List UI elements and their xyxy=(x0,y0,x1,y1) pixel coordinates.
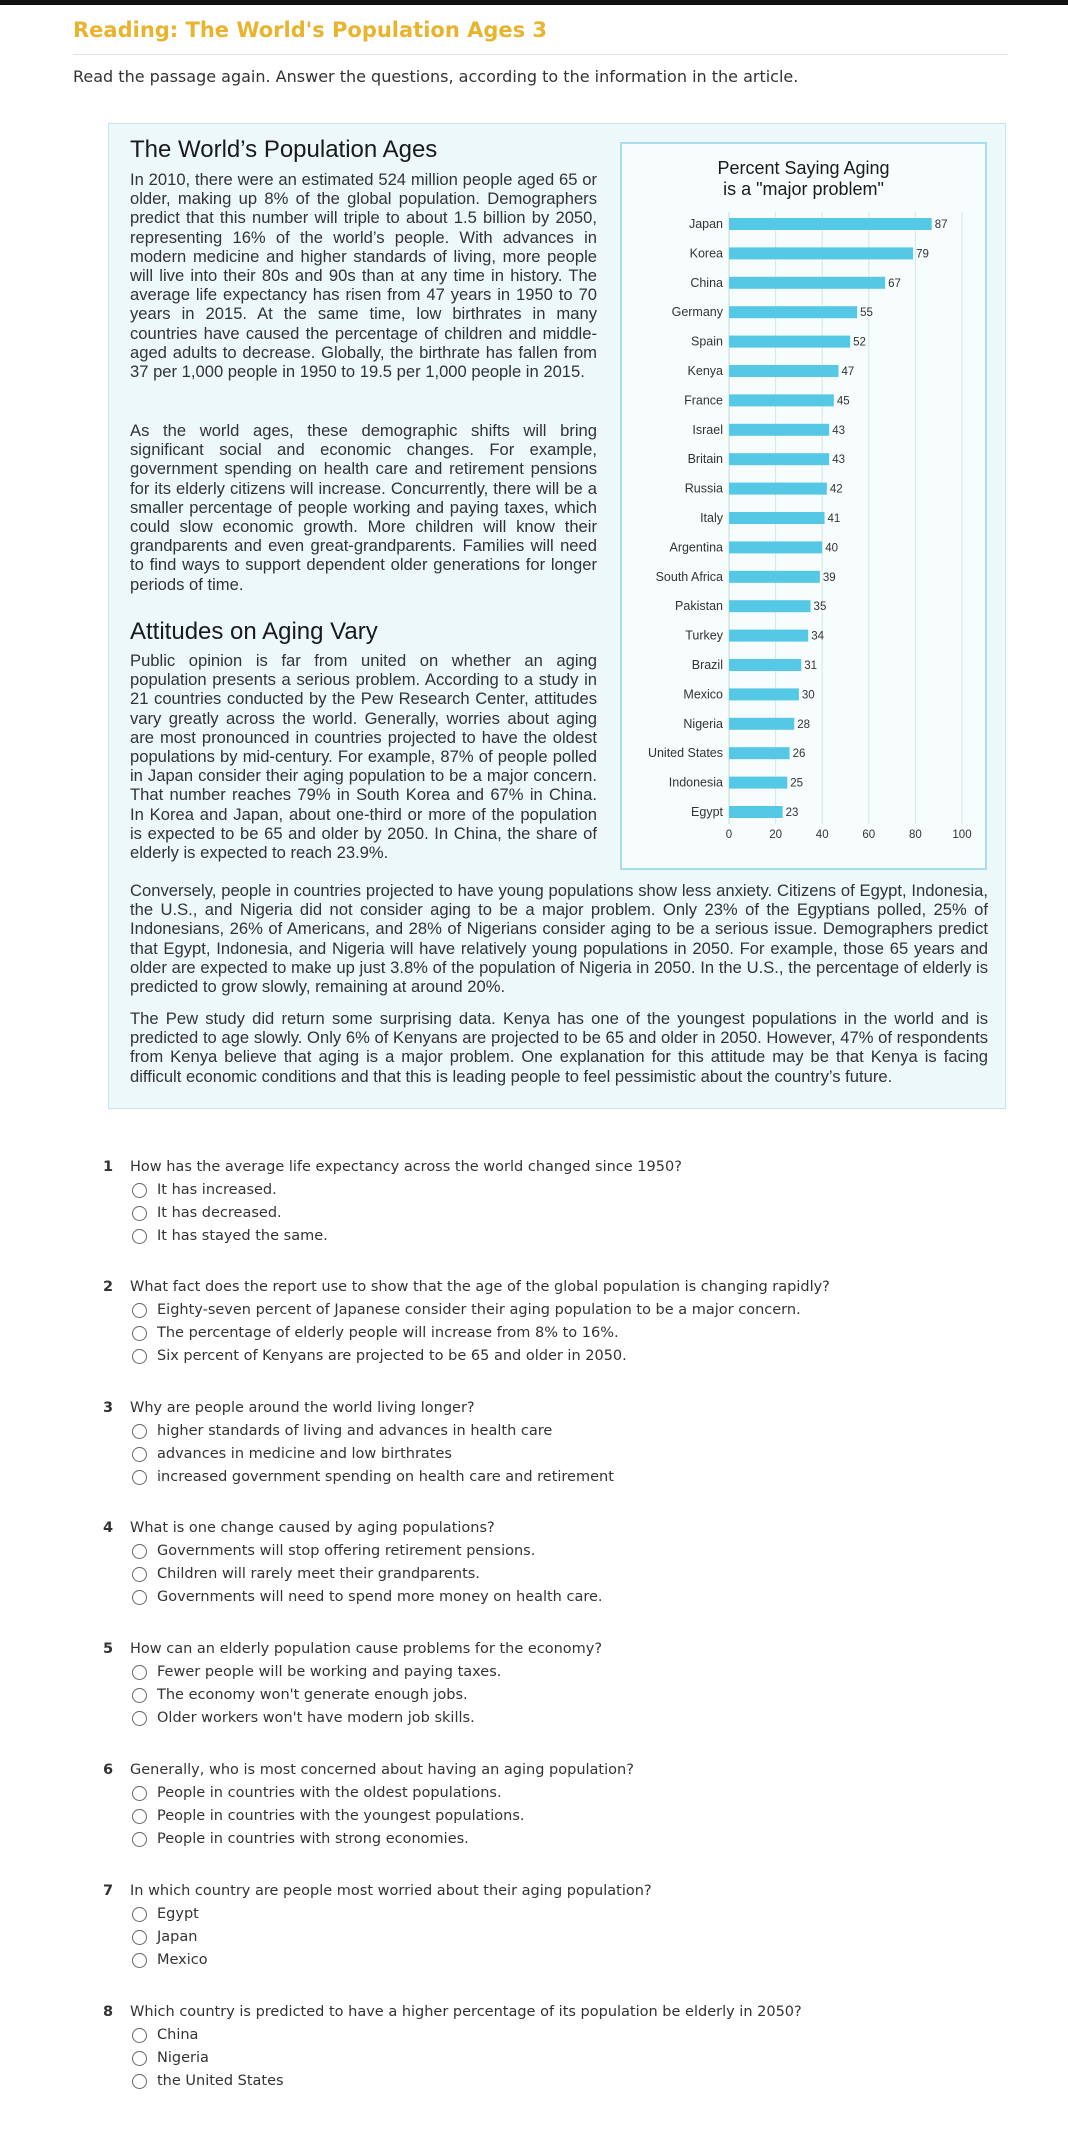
x-tick-label: 20 xyxy=(769,829,782,841)
bar xyxy=(729,483,827,495)
bar xyxy=(729,806,783,818)
answer-option-label[interactable]: Six percent of Kenyans are projected to be 65 and older in 2050. xyxy=(157,1348,627,1364)
category-label: Israel xyxy=(692,422,723,437)
radio-button[interactable] xyxy=(132,1447,147,1462)
data-label: 45 xyxy=(836,395,850,408)
answer-option-label[interactable]: Egypt xyxy=(157,1906,199,1922)
radio-button[interactable] xyxy=(132,1544,147,1559)
answer-option-label[interactable]: The percentage of elderly people will increase from 8% to 16%. xyxy=(157,1325,619,1341)
bar xyxy=(729,394,834,406)
radio-button[interactable] xyxy=(132,2074,147,2089)
question-number: 4 xyxy=(103,1520,114,1536)
category-label: United States xyxy=(647,746,723,761)
data-label: 34 xyxy=(811,630,825,643)
radio-button[interactable] xyxy=(132,2028,147,2043)
data-label: 26 xyxy=(792,748,806,761)
question-text: Which country is predicted to have a higher percentage of its population be elderly in 2050? xyxy=(130,2004,802,2020)
radio-button[interactable] xyxy=(132,1229,147,1244)
question-text: Why are people around the world living longer? xyxy=(130,1400,475,1416)
answer-option-label[interactable]: Fewer people will be working and paying taxes. xyxy=(157,1664,502,1680)
radio-button[interactable] xyxy=(132,1303,147,1318)
data-label: 23 xyxy=(785,807,799,819)
question-text: What is one change caused by aging populations? xyxy=(130,1520,495,1536)
bar xyxy=(729,600,811,612)
answer-option-label[interactable]: People in countries with the oldest populations. xyxy=(157,1785,502,1801)
bar xyxy=(729,541,822,553)
answer-option-label[interactable]: Mexico xyxy=(157,1952,208,1968)
category-label: Mexico xyxy=(683,687,723,702)
category-label: Kenya xyxy=(687,364,723,378)
category-label: Turkey xyxy=(685,628,723,643)
category-label: Germany xyxy=(671,305,723,320)
radio-button[interactable] xyxy=(132,2051,147,2066)
chart-title-line-1: Percent Saying Aging xyxy=(717,158,890,178)
bar xyxy=(729,659,801,671)
question-number: 3 xyxy=(103,1400,114,1416)
radio-button[interactable] xyxy=(132,1206,147,1221)
question-number: 5 xyxy=(103,1641,114,1657)
category-label: Russia xyxy=(684,481,723,496)
category-label: South Africa xyxy=(655,569,723,584)
bar xyxy=(729,218,932,230)
answer-option-label[interactable]: China xyxy=(157,2027,199,2043)
radio-button[interactable] xyxy=(132,1665,147,1680)
category-label: Brazil xyxy=(691,658,723,672)
radio-button[interactable] xyxy=(132,1590,147,1605)
radio-button[interactable] xyxy=(132,1930,147,1945)
data-label: 87 xyxy=(934,219,948,231)
bar xyxy=(729,777,787,789)
data-label: 43 xyxy=(832,454,845,467)
title-divider xyxy=(73,54,1008,55)
data-label: 35 xyxy=(813,601,827,614)
article-heading: The World’s Population Ages xyxy=(130,136,438,163)
radio-button[interactable] xyxy=(132,1809,147,1824)
answer-option-label[interactable]: It has increased. xyxy=(157,1182,277,1198)
answer-option-label[interactable]: increased government spending on health care and retirement xyxy=(157,1469,614,1485)
question-number: 6 xyxy=(103,1762,114,1778)
answer-option-label[interactable]: People in countries with the youngest populations. xyxy=(157,1808,525,1824)
data-label: 79 xyxy=(916,248,929,261)
article-paragraph-4: Conversely, people in countries projected to have young populations show less anxiety. Citizens of Egypt, Indonesia, the U.S., and Nigeria did not consider aging to be a major problem. Only 23% of the Egyptians polled, 25% of Indonesians, 26% of Americans, and 28% of Nigerians consider aging to be a serious issue. Demographers predict that Egypt, Indonesia, and Nigeria will have relatively young populations in 2050. For example, those 65 years and older are expected to make up just 3.8% of the population of Nigeria in 2050. In the U.S., the percentage of elderly is predicted to grow slowly, remaining at around 20%. xyxy=(130,881,988,997)
bar xyxy=(729,630,808,642)
answer-option-label[interactable]: The economy won't generate enough jobs. xyxy=(157,1687,468,1703)
x-tick-label: 60 xyxy=(862,829,876,841)
question-text: In which country are people most worried about their aging population? xyxy=(130,1883,652,1899)
question-text: Generally, who is most concerned about having an aging population? xyxy=(130,1762,634,1778)
category-label: Italy xyxy=(700,511,723,525)
data-label: 25 xyxy=(790,777,804,790)
article-paragraph-2: As the world ages, these demographic shifts will bring significant social and economic changes. For example, government spending on health care and retirement pensions for its elderly citizens will increase. Concurrently, there will be a smaller percentage of people working and paying taxes, which could slow economic growth. More children will know their grandparents and even great-grandparents. Families will need to find ways to support dependent older generations for longer periods of time. xyxy=(130,421,597,594)
data-label: 43 xyxy=(832,424,845,437)
data-label: 28 xyxy=(797,718,811,731)
data-label: 41 xyxy=(827,513,841,525)
answer-option-label[interactable]: Japan xyxy=(157,1929,198,1945)
data-label: 30 xyxy=(801,689,815,702)
radio-button[interactable] xyxy=(132,1349,147,1364)
article-paragraph-5: The Pew study did return some surprising data. Kenya has one of the youngest populations in the world and is predicted to age slowly. Only 6% of Kenyans are projected to be 65 and older in 2050. However, 47% of respondents from Kenya believe that aging is a major problem. One explanation for this attitude may be that Kenya is facing difficult economic conditions and that this is leading people to feel pessimistic about the country’s future. xyxy=(130,1009,988,1086)
answer-option-label[interactable]: higher standards of living and advances in health care xyxy=(157,1423,553,1439)
bar xyxy=(729,365,839,377)
radio-button[interactable] xyxy=(132,1183,147,1198)
question-number: 1 xyxy=(103,1159,114,1175)
question-text: How has the average life expectancy across the world changed since 1950? xyxy=(130,1159,682,1175)
category-label: Korea xyxy=(689,246,723,261)
data-label: 52 xyxy=(853,336,866,349)
radio-button[interactable] xyxy=(132,1326,147,1341)
question-text: How can an elderly population cause problems for the economy? xyxy=(130,1641,603,1657)
category-label: Britain xyxy=(687,452,723,467)
data-label: 42 xyxy=(829,483,843,496)
answer-option-label[interactable]: It has stayed the same. xyxy=(157,1228,328,1244)
bar-chart-svg xyxy=(622,144,985,868)
answer-option-label[interactable]: Children will rarely meet their grandparents. xyxy=(157,1566,480,1582)
question-number: 2 xyxy=(103,1279,114,1295)
bar xyxy=(729,277,885,289)
radio-button[interactable] xyxy=(132,1953,147,1968)
article-subheading: Attitudes on Aging Vary xyxy=(130,618,378,645)
article-paragraph-1: In 2010, there were an estimated 524 million people aged 65 or older, making up 8% of the global population. Demographers predict that this number will triple to about 1.5 billion by 2050, representing 16% of the world’s people. With advances in modern medicine and higher standards of living, more people will live into their 80s and 90s than at any time in history. The average life expectancy has risen from 47 years in 1950 to 70 years in 2015. At the same time, low birthrates in many countries have caused the percentage of children and middle-aged adults to decrease. Globally, the birthrate has fallen from 37 per 1,000 people in 1950 to 19.5 per 1,000 people in 2015. xyxy=(130,170,597,382)
answer-option-label[interactable]: Governments will need to spend more money on health care. xyxy=(157,1589,603,1605)
data-label: 67 xyxy=(888,277,901,290)
data-label: 55 xyxy=(860,307,873,320)
chart-title-line-2: is a "major problem" xyxy=(723,179,884,199)
article-paragraph-3: Public opinion is far from united on whether an aging population presents a serious problem. According to a study in 21 countries conducted by the Pew Research Center, attitudes vary greatly across the world. Generally, worries about aging are most pronounced in countries projected to have the oldest populations by mid-century. For example, 87% of people polled in Japan consider their aging population to be a major concern. That number reaches 79% in South Korea and 67% in China. In Korea and Japan, about one-third or more of the population is expected to be 65 and older by 2050. In China, the share of elderly is expected to reach 23.9%. xyxy=(130,651,597,863)
x-tick-label: 100 xyxy=(952,829,972,841)
bar xyxy=(729,247,913,259)
answer-option-label[interactable]: Nigeria xyxy=(157,2050,209,2066)
radio-button[interactable] xyxy=(132,1688,147,1703)
category-label: Egypt xyxy=(691,805,723,819)
category-label: Spain xyxy=(691,334,723,349)
data-label: 39 xyxy=(822,571,836,584)
bar xyxy=(729,571,820,583)
data-label: 47 xyxy=(841,366,855,378)
article-panel xyxy=(108,123,1006,1109)
aging-chart xyxy=(620,142,987,870)
x-tick-label: 80 xyxy=(909,829,922,841)
bar xyxy=(729,718,794,730)
instructions: Read the passage again. Answer the questions, according to the information in the article. xyxy=(73,67,799,86)
category-label: Pakistan xyxy=(675,599,723,614)
radio-button[interactable] xyxy=(132,1424,147,1439)
answer-option-label[interactable]: Older workers won't have modern job skills. xyxy=(157,1710,475,1726)
bar xyxy=(729,306,857,318)
bar xyxy=(729,512,825,524)
category-label: Nigeria xyxy=(683,716,723,731)
answer-option-label[interactable]: Governments will stop offering retirement pensions. xyxy=(157,1543,536,1559)
top-bar xyxy=(0,0,1068,5)
data-label: 31 xyxy=(804,660,818,672)
question-number: 7 xyxy=(103,1883,114,1899)
bar xyxy=(729,336,850,348)
answer-option-label[interactable]: the United States xyxy=(157,2073,284,2089)
page-title: Reading: The World's Population Ages 3 xyxy=(73,18,548,42)
radio-button[interactable] xyxy=(132,1567,147,1582)
answer-option-label[interactable]: It has decreased. xyxy=(157,1205,282,1221)
answer-option-label[interactable]: advances in medicine and low birthrates xyxy=(157,1446,452,1462)
radio-button[interactable] xyxy=(132,1786,147,1801)
x-tick-label: 0 xyxy=(725,829,733,841)
radio-button[interactable] xyxy=(132,1711,147,1726)
data-label: 40 xyxy=(825,542,838,555)
category-label: Indonesia xyxy=(668,775,723,790)
radio-button[interactable] xyxy=(132,1470,147,1485)
radio-button[interactable] xyxy=(132,1907,147,1922)
question-text: What fact does the report use to show that the age of the global population is changing rapidly? xyxy=(130,1279,830,1295)
bar xyxy=(729,424,829,436)
category-label: Argentina xyxy=(669,540,723,555)
x-tick-label: 40 xyxy=(815,829,829,841)
category-label: China xyxy=(690,275,723,290)
bar xyxy=(729,688,799,700)
question-number: 8 xyxy=(103,2004,114,2020)
bar xyxy=(729,747,790,759)
bar xyxy=(729,453,829,465)
category-label: France xyxy=(684,393,723,408)
radio-button[interactable] xyxy=(132,1832,147,1847)
category-label: Japan xyxy=(688,217,723,231)
answer-option-label[interactable]: People in countries with strong economies. xyxy=(157,1831,469,1847)
answer-option-label[interactable]: Eighty-seven percent of Japanese consider their aging population to be a major concern. xyxy=(157,1302,801,1318)
